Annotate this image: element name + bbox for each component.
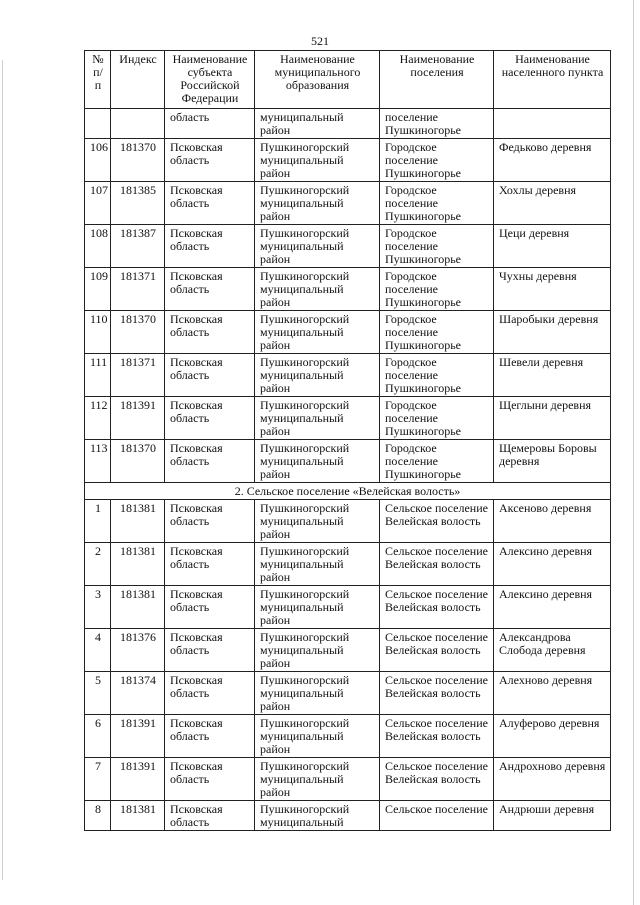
cell-number: 7 [85,758,111,801]
cell-municipality: муниципальный район [255,109,380,139]
cell-number: 1 [85,500,111,543]
cell-settlement: Городское поселение Пушкиногорье [380,182,494,225]
cell-number: 3 [85,586,111,629]
cell-index: 181374 [111,672,165,715]
table-row [85,500,611,543]
cell-municipality: Пушкиногорский муниципальный район [255,225,380,268]
locality-table [84,50,611,831]
col-header-settlement: Наименование поселения [380,51,494,109]
cell-locality: Аксеново деревня [494,500,611,543]
cell-locality: Федьково деревня [494,139,611,182]
cell-settlement: Сельское поселение Велейская волость [380,543,494,586]
cell-settlement: Городское поселение Пушкиногорье [380,440,494,483]
cell-municipality: Пушкиногорский муниципальный район [255,139,380,182]
scan-edge-right [633,0,634,905]
cell-number: 111 [85,354,111,397]
table-row [85,311,611,354]
col-header-municipality: Наименование муниципального образования [255,51,380,109]
scan-edge-left [2,60,3,880]
cell-settlement: Городское поселение Пушкиногорье [380,397,494,440]
cell-index: 181391 [111,397,165,440]
cell-index: 181371 [111,354,165,397]
cell-settlement: Городское поселение Пушкиногорье [380,139,494,182]
cell-locality: Цеци деревня [494,225,611,268]
cell-settlement: Сельское поселение [380,801,494,831]
table-row [85,354,611,397]
cell-settlement: Городское поселение Пушкиногорье [380,268,494,311]
cell-number: 106 [85,139,111,182]
page-number: 521 [311,34,329,48]
cell-municipality: Пушкиногорский муниципальный район [255,440,380,483]
table-row [85,715,611,758]
cell-settlement: Сельское поселение Велейская волость [380,715,494,758]
cell-subject: область [165,109,255,139]
cell-municipality: Пушкиногорский муниципальный район [255,500,380,543]
table-header-row [85,51,611,109]
cell-subject: Псковская область [165,586,255,629]
table-row [85,586,611,629]
cell-locality: Чухны деревня [494,268,611,311]
cell-locality: Шаробыки деревня [494,311,611,354]
cell-number: 113 [85,440,111,483]
cell-municipality: Пушкиногорский муниципальный район [255,715,380,758]
cell-index: 181371 [111,268,165,311]
cell-locality: Щемеровы Боровы деревня [494,440,611,483]
cell-index: 181370 [111,311,165,354]
cell-locality: Андрохново деревня [494,758,611,801]
table-row [85,397,611,440]
cell-number: 107 [85,182,111,225]
cell-index: 181381 [111,543,165,586]
cell-subject: Псковская область [165,354,255,397]
col-header-locality: Наименование населенного пункта [494,51,611,109]
cell-settlement: Городское поселение Пушкиногорье [380,311,494,354]
table-row [85,139,611,182]
cell-municipality: Пушкиногорский муниципальный район [255,397,380,440]
cell-settlement: Городское поселение Пушкиногорье [380,225,494,268]
cell-index: 181381 [111,500,165,543]
cell-number: 110 [85,311,111,354]
cell-subject: Псковская область [165,182,255,225]
col-header-subject: Наименование субъекта Российской Федерации [165,51,255,109]
cell-number: 4 [85,629,111,672]
table-row [85,543,611,586]
section-heading: 2. Сельское поселение «Велейская волость» [85,483,611,500]
cell-index: 181391 [111,758,165,801]
table-row-continued [85,109,611,139]
table-row [85,758,611,801]
cell-index: 181370 [111,139,165,182]
section-heading-row [85,483,611,500]
cell-subject: Псковская область [165,801,255,831]
cell-number: 5 [85,672,111,715]
table-row [85,629,611,672]
cell-settlement: Сельское поселение Велейская волость [380,500,494,543]
cell-subject: Псковская область [165,500,255,543]
cell-settlement: Сельское поселение Велейская волость [380,758,494,801]
cell-municipality: Пушкиногорский муниципальный район [255,354,380,397]
cell-municipality: Пушкиногорский муниципальный район [255,543,380,586]
table-row [85,182,611,225]
cell-index [111,109,165,139]
table-row [85,268,611,311]
cell-index: 181387 [111,225,165,268]
cell-locality [494,109,611,139]
cell-index: 181376 [111,629,165,672]
cell-subject: Псковская область [165,672,255,715]
cell-index: 181370 [111,440,165,483]
cell-municipality: Пушкиногорский муниципальный район [255,758,380,801]
cell-municipality: Пушкиногорский муниципальный район [255,586,380,629]
cell-municipality: Пушкиногорский муниципальный район [255,629,380,672]
cell-subject: Псковская область [165,139,255,182]
cell-locality: Алексино деревня [494,586,611,629]
cell-settlement: поселение Пушкиногорье [380,109,494,139]
cell-settlement: Сельское поселение Велейская волость [380,586,494,629]
cell-index: 181385 [111,182,165,225]
cell-locality: Шевели деревня [494,354,611,397]
col-header-number: № п/п [85,51,111,109]
table-row-partial [85,801,611,831]
cell-index: 181381 [111,586,165,629]
cell-number [85,109,111,139]
cell-subject: Псковская область [165,225,255,268]
table-row [85,440,611,483]
cell-locality: Алуферово деревня [494,715,611,758]
cell-municipality: Пушкиногорский муниципальный [255,801,380,831]
cell-locality: Щеглыни деревня [494,397,611,440]
cell-subject: Псковская область [165,440,255,483]
cell-locality: Алехново деревня [494,672,611,715]
cell-locality: Андрюши деревня [494,801,611,831]
cell-settlement: Сельское поселение Велейская волость [380,672,494,715]
cell-municipality: Пушкиногорский муниципальный район [255,268,380,311]
cell-locality: Хохлы деревня [494,182,611,225]
col-header-index: Индекс [111,51,165,109]
cell-number: 8 [85,801,111,831]
cell-subject: Псковская область [165,543,255,586]
cell-municipality: Пушкиногорский муниципальный район [255,672,380,715]
cell-number: 6 [85,715,111,758]
cell-municipality: Пушкиногорский муниципальный район [255,182,380,225]
table-row [85,672,611,715]
cell-index: 181381 [111,801,165,831]
cell-number: 112 [85,397,111,440]
cell-municipality: Пушкиногорский муниципальный район [255,311,380,354]
cell-settlement: Сельское поселение Велейская волость [380,629,494,672]
cell-subject: Псковская область [165,758,255,801]
cell-number: 108 [85,225,111,268]
cell-subject: Псковская область [165,715,255,758]
cell-index: 181391 [111,715,165,758]
cell-subject: Псковская область [165,311,255,354]
cell-subject: Псковская область [165,268,255,311]
cell-number: 109 [85,268,111,311]
cell-settlement: Городское поселение Пушкиногорье [380,354,494,397]
cell-locality: Александрова Слобода деревня [494,629,611,672]
cell-number: 2 [85,543,111,586]
cell-locality: Алексино деревня [494,543,611,586]
table-row [85,225,611,268]
cell-subject: Псковская область [165,629,255,672]
cell-subject: Псковская область [165,397,255,440]
